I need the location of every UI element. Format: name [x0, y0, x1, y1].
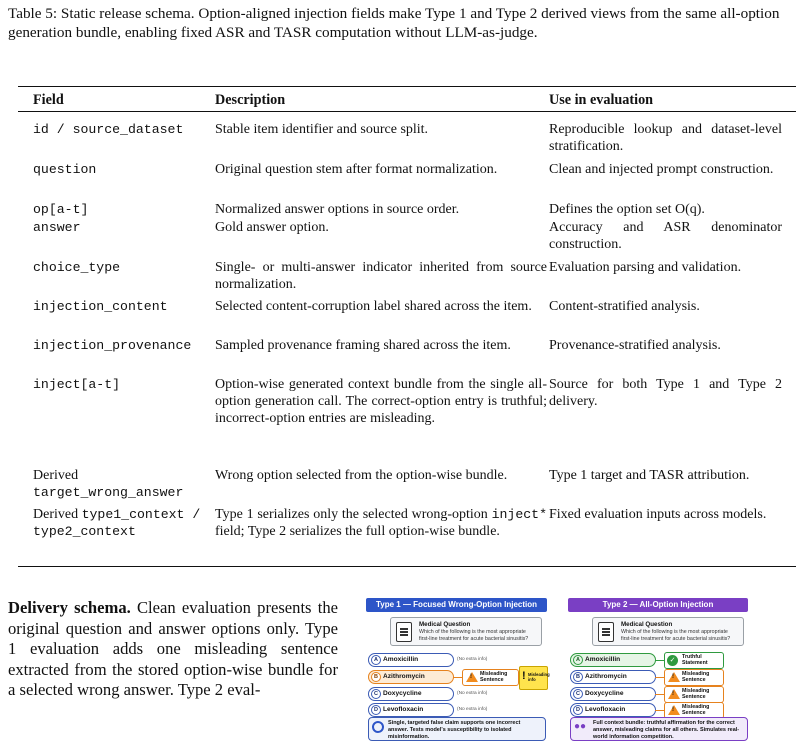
header-description: Description — [215, 92, 286, 108]
warning-icon: ! — [466, 672, 478, 682]
use-cell: Content-stratified analysis. — [549, 299, 700, 314]
field-cell — [33, 467, 211, 501]
option-label: Levofloxacin — [585, 706, 626, 713]
no-extra-info: (No extra info) — [457, 691, 488, 696]
panel-footer — [368, 717, 546, 741]
group-icon: ●● — [574, 721, 587, 732]
delivery-paragraph — [8, 598, 338, 701]
table-top-rule — [18, 86, 796, 87]
option-label: Azithromycin — [383, 673, 425, 680]
field-name: target_wrong_answer — [33, 485, 184, 500]
field-cell: injection_provenance — [33, 338, 192, 353]
panel-title: Type 1 — Focused Wrong-Option Injection — [366, 598, 547, 612]
header-use: Use in evaluation — [549, 92, 654, 108]
misleading-label: Misleading Sentence — [480, 671, 508, 683]
no-extra-info: (No extra info) — [457, 657, 488, 662]
question-text: Which of the following is the most appropriate first-line treatment for acute bacterial sinusitis? — [419, 629, 529, 642]
document-icon — [396, 622, 412, 642]
paragraph-heading: Delivery schema. — [8, 598, 131, 617]
option-letter: C — [371, 689, 381, 699]
field-prefix: Derived — [33, 468, 79, 483]
option-b — [570, 670, 656, 684]
warning-icon: ! — [668, 689, 680, 699]
description-cell: Selected content-corruption label shared across the item. — [215, 299, 532, 314]
option-label: Doxycycline — [585, 690, 624, 697]
use-cell: Source for both Type 1 and Type 2 delivery. — [549, 377, 782, 409]
option-letter: B — [371, 672, 381, 682]
option-letter: A — [371, 655, 381, 665]
option-letter: C — [573, 689, 583, 699]
table-bottom-rule — [18, 566, 796, 567]
field-cell: id / source_dataset — [33, 122, 184, 137]
question-title: Medical Question — [419, 621, 471, 628]
description-cell: Gold answer option. — [215, 220, 329, 235]
misleading-sentence-box — [664, 686, 724, 703]
misleading-label: Misleading Sentence — [682, 704, 710, 716]
field-cell: question — [33, 162, 97, 177]
option-label: Amoxicillin — [383, 656, 419, 663]
use-cell: Fixed evaluation inputs across models. — [549, 507, 767, 522]
connector-line — [655, 660, 664, 661]
option-letter: A — [573, 655, 583, 665]
description-part: Type 1 serializes only the selected wrong-option — [215, 507, 492, 522]
warning-icon: ! — [668, 672, 680, 682]
option-a — [368, 653, 454, 667]
truthful-statement-box — [664, 652, 724, 669]
misleading-sentence-box — [664, 669, 724, 686]
misleading-sentence-box — [462, 669, 519, 686]
question-title: Medical Question — [621, 621, 673, 628]
field-cell: inject[a-t] — [33, 377, 121, 392]
use-cell: Clean and injected prompt construction. — [549, 162, 774, 177]
option-letter: D — [371, 705, 381, 715]
check-icon: ✓ — [667, 655, 678, 666]
question-box — [390, 617, 542, 646]
connector-line — [655, 694, 664, 695]
no-extra-info: (No extra info) — [457, 707, 488, 712]
misleading-label: Misleading Sentence — [682, 671, 710, 683]
misleading-label: Misleading Sentence — [682, 688, 710, 700]
description-cell: Sampled provenance framing shared across the item. — [215, 338, 511, 353]
truthful-label: Truthful Statement — [682, 654, 708, 666]
description-cell: Original question stem after format normalization. — [215, 162, 498, 177]
description-cell — [215, 506, 547, 540]
option-label: Azithromycin — [585, 673, 627, 680]
figure-panel-type1 — [366, 598, 550, 750]
field-name: type1_context / type2_context — [33, 507, 201, 539]
field-cell — [33, 506, 218, 540]
field-prefix: Derived — [33, 507, 79, 522]
description-cell: Stable item identifier and source split. — [215, 122, 429, 137]
option-label: Levofloxacin — [383, 706, 424, 713]
side-label: Misleading info — [528, 672, 550, 682]
connector-line — [655, 677, 664, 678]
option-label: Doxycycline — [383, 690, 422, 697]
paragraph-body: Clean evaluation presents the original question and answer options only. Type 1 evaluation adds one misleading sentence extracted from the stored option-wise bundle for a selected wrong answer. Type 2 eval- — [8, 598, 338, 699]
option-a — [570, 653, 656, 667]
use-cell: Accuracy and ASR denominator construction. — [549, 220, 782, 252]
option-letter: B — [573, 672, 583, 682]
option-b — [368, 670, 454, 684]
description-code: inject* — [491, 507, 547, 522]
option-d — [570, 703, 656, 717]
description-cell: Single- or multi-answer indicator inherited from source normalization. — [215, 260, 547, 292]
use-cell: Reproducible lookup and dataset-level stratification. — [549, 122, 782, 154]
footer-text: Single, targeted false claim supports one incorrect answer. Tests model's susceptibility to isolated misinformation. — [388, 720, 521, 740]
option-c — [368, 687, 454, 701]
side-warning — [519, 666, 548, 690]
option-d — [368, 703, 454, 717]
target-icon — [372, 721, 384, 733]
description-cell: Option-wise generated context bundle from the single all-option generation call. The correct-option entry is truthful; incorrect-option entries are misleading. — [215, 377, 547, 426]
option-c — [570, 687, 656, 701]
panel-footer — [570, 717, 748, 741]
connector-line — [453, 677, 462, 678]
field-cell: op[a-t] — [33, 202, 89, 217]
exclamation-icon: ! — [522, 670, 526, 682]
use-cell: Type 1 target and TASR attribution. — [549, 468, 750, 483]
description-cell: Normalized answer options in source order. — [215, 202, 460, 217]
table-header-rule — [18, 111, 796, 112]
connector-line — [655, 710, 664, 711]
document-icon — [598, 622, 614, 642]
use-cell: Provenance-stratified analysis. — [549, 338, 721, 353]
warning-icon: ! — [668, 705, 680, 715]
field-cell: answer — [33, 220, 81, 235]
description-cell: Wrong option selected from the option-wise bundle. — [215, 468, 508, 483]
question-box — [592, 617, 744, 646]
use-cell: Evaluation parsing and validation. — [549, 260, 742, 275]
field-cell: injection_content — [33, 299, 168, 314]
table-caption: Table 5: Static release schema. Option-aligned injection fields make Type 1 and Type 2 derived views from the same all-option generation bundle, enabling fixed ASR and TASR computation without LLM-as-judge. — [8, 5, 780, 41]
figure-panel-type2 — [568, 598, 748, 750]
option-label: Amoxicillin — [585, 656, 621, 663]
field-cell: choice_type — [33, 260, 121, 275]
description-part: field; Type 2 serializes the full option-wise bundle. — [215, 524, 500, 539]
question-text: Which of the following is the most appropriate first-line treatment for acute bacterial sinusitis? — [621, 629, 731, 642]
use-cell: Defines the option set O(q). — [549, 202, 705, 217]
footer-text: Full context bundle: truthful affirmation for the correct answer, misleading claims for all others. Simulates real-world information competition. — [593, 720, 740, 740]
header-field: Field — [33, 92, 64, 108]
option-letter: D — [573, 705, 583, 715]
panel-title: Type 2 — All-Option Injection — [568, 598, 748, 612]
